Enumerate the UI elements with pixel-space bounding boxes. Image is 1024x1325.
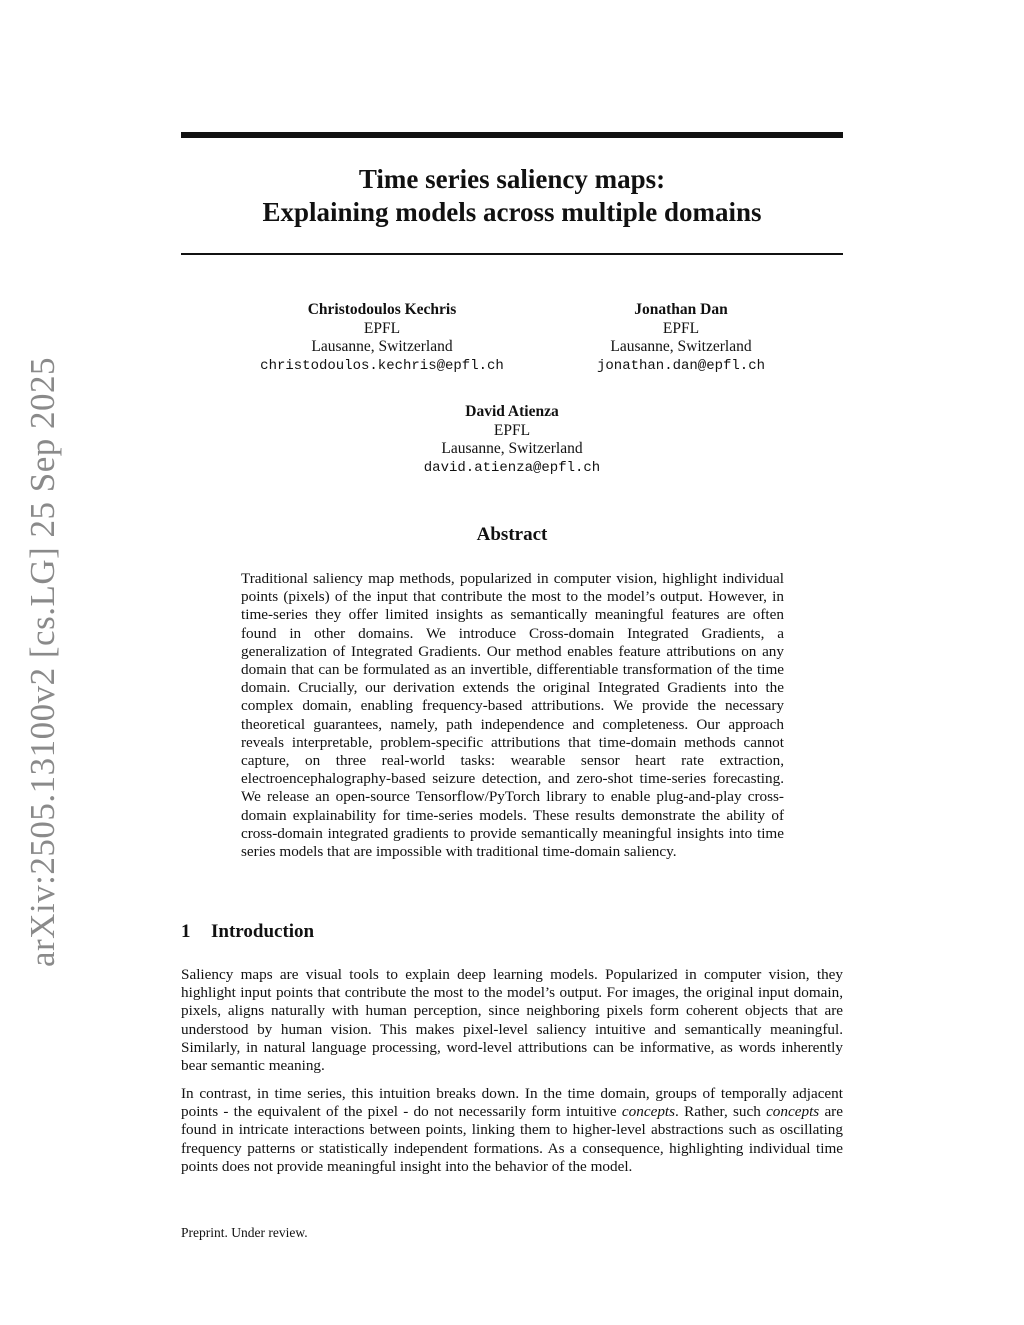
author-email[interactable]: jonathan.dan@epfl.ch (596, 357, 766, 374)
author-block (312, 403, 712, 477)
paragraph-text: are found in intricate interactions between points, linking them to higher-level abstractions such as oscillating frequency patterns or statistically independent formations. As a consequence, highlighting individual time points does not provide meaningful insight into the behavior of the model. (181, 1103, 843, 1175)
abstract-text: Traditional saliency map methods, popularized in computer vision, highlight individual points (pixels) of the input that contribute the most to the model’s output. However, in time-series they offer limited insights as semantically meaningful features are often found in other domains. We introduce Cross-domain Integrated Gradients, a generalization of Integrated Gradients. Our method enables feature attributions on any domain that can be formulated as an invertible, differentiable transformation of the time domain. Crucially, our derivation extends the original Integrated Gradients into the complex domain, enabling frequency-based attributions. We provide the necessary theoretical guarantees, namely, path independence and completeness. Our approach reveals interpretable, problem-specific attributions that time-domain methods cannot capture, on three real-world tasks: wearable sensor heart rate extraction, electroencephalography-based seizure detection, and zero-shot time-series forecasting. We release an open-source Tensorflow/PyTorch library to enable plug-and-play cross-domain explainability for time-series models. These results demonstrate the ability of cross-domain integrated gradients to provide semantically meaningful insights into time series models that are impossible with traditional time-domain saliency. (241, 570, 784, 861)
preprint-note: Preprint. Under review. (181, 1225, 308, 1240)
paragraph-text: In contrast, in time series, this intuition breaks down. In the time domain, groups of temporally adjacent points - the equivalent of the pixel - do not necessarily form intuitive (181, 1085, 843, 1121)
paper-title-line-2: Explaining models across multiple domains (262, 197, 762, 227)
author-block (481, 301, 881, 375)
emphasized-term: concepts (621, 1103, 676, 1121)
author-email[interactable]: david.atienza@epfl.ch (423, 459, 601, 476)
author-location: Lausanne, Switzerland (311, 338, 453, 355)
author-email[interactable]: christodoulos.kechris@epfl.ch (260, 357, 504, 374)
author-name: David Atienza (465, 403, 559, 420)
paper-title (181, 163, 843, 229)
intro-paragraph-1: Saliency maps are visual tools to explain deep learning models. Popularized in computer vision, they highlight input points that contribute the most to the model’s output. For images, the original input domain, pixels, aligns naturally with human perception, since neighboring pixels form coherent objects that are understood by human vision. This makes pixel-level saliency intuitive and semantically meaningful. Similarly, in natural language processing, word-level attributions can be informative, as words inherently bear semantic meaning. (181, 966, 843, 1075)
title-top-rule (181, 132, 843, 138)
author-name: Jonathan Dan (634, 301, 728, 318)
abstract-heading: Abstract (476, 524, 548, 545)
emphasized-term: concepts (766, 1103, 820, 1121)
author-location: Lausanne, Switzerland (441, 440, 583, 457)
intro-paragraph-2 (181, 1085, 843, 1176)
section-heading-introduction (181, 921, 314, 943)
arxiv-identifier-stamp: arXiv:2505.13100v2 [cs.LG] 25 Sep 2025 (23, 356, 62, 968)
author-affiliation: EPFL (363, 319, 401, 337)
paragraph-text: . Rather, such (675, 1103, 767, 1121)
section-title: Introduction (211, 921, 315, 942)
title-bottom-rule (181, 253, 843, 255)
author-location: Lausanne, Switzerland (610, 338, 752, 355)
section-number: 1 (181, 921, 191, 942)
paper-title-line-1: Time series saliency maps: (358, 164, 666, 194)
author-affiliation: EPFL (493, 421, 531, 439)
author-name: Christodoulos Kechris (307, 301, 457, 318)
author-affiliation: EPFL (662, 319, 700, 337)
